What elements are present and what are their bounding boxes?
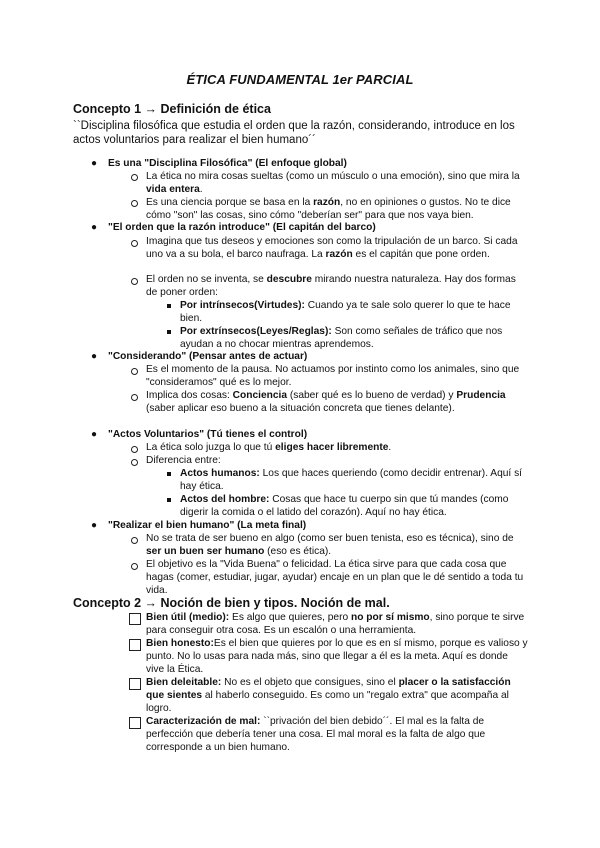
bullet-4-third-2: Actos del hombre: Cosas que hace tu cuerpo sin que tú mandes (como digerir la comida o el latido del corazón). Aquí no hay ética. [180,494,509,519]
bullet-5-sub-2: El objetivo es la "Vida Buena" o felicidad. La ética sirve para que cada cosa que hagas (comer, estudiar, jugar, ayudar) encaje en un plan que le dé sentido a toda tu vida. [146,559,524,597]
square-bullet-icon [167,304,171,308]
checkbox-icon[interactable] [129,717,141,729]
circle-bullet-icon [131,537,138,544]
bullet-4-third-1: Actos humanos: Los que haces queriendo (como decidir entrenar). Aquí sí hay ética. [180,468,523,493]
circle-bullet-icon [131,200,138,207]
bullet-4-sub-2: Diferencia entre: [146,455,221,466]
bullet-icon: ● [91,351,98,362]
bullet-2-sub-1: Imagina que tus deseos y emociones son como la tripulación de un barco. Si cada uno va a su bola, el barco naufraga. La razón es el capitán que pone orden. [146,236,518,261]
square-bullet-icon [167,330,171,334]
square-bullet-icon [167,472,171,476]
square-bullet-icon [167,498,171,502]
bullet-icon: ● [91,158,98,169]
concept-1-heading: Concepto 1 → Definición de ética [73,102,271,116]
bullet-2-third-2: Por extrínsecos(Leyes/Reglas): Son como señales de tráfico que nos ayudan a no chocar mientras aprendemos. [180,326,503,351]
bullet-1-sub-1: La ética no mira cosas sueltas (como un músculo o una emoción), sino que mira la vida entera. [146,171,520,196]
bullet-icon: ● [91,222,98,233]
bullet-2-heading: "El orden que la razón introduce" (El capitán del barco) [108,222,376,233]
bullet-3-heading: "Considerando" (Pensar antes de actuar) [108,351,308,362]
concept-2-heading: Concepto 2 → Noción de bien y tipos. Noción de mal. [73,596,390,610]
circle-bullet-icon [131,563,138,570]
bullet-4-sub-1: La ética solo juzga lo que tú eliges hacer libremente. [146,442,392,453]
checkbox-icon[interactable] [129,678,141,690]
bullet-icon: ● [91,520,98,531]
bullet-2-third-1: Por intrínsecos(Virtudes): Cuando ya te sale solo querer lo que te hace bien. [180,300,511,325]
concept-2-item-1: Bien útil (medio): Es algo que quieres, pero no por sí mismo, sino porque te sirve para conseguir otra cosa. Es un escalón o una herramienta. [146,612,525,637]
bullet-3-sub-2: Implica dos cosas: Conciencia (saber qué es lo bueno de verdad) y Prudencia (saber aplicar eso bueno a la situación concreta que tienes delante). [146,390,506,415]
bullet-4-heading: "Actos Voluntarios" (Tú tienes el control) [108,429,308,440]
concept-2-item-2: Bien honesto:Es el bien que quieres por lo que es en sí mismo, porque es valioso y punto. No lo usas para nada más, sino que llegar a él es la meta. Aquí es donde vive la Ética. [146,638,528,676]
concept-2-item-4: Caracterización de mal: ``privación del bien debido´´. El mal es la falta de perfección que debería tener una cosa. El mal moral es la falta de algo que corresponde a un bien humano. [146,716,486,754]
bullet-1-heading: Es una "Disciplina Filosófica" (El enfoque global) [108,158,347,169]
circle-bullet-icon [131,240,138,247]
circle-bullet-icon [131,394,138,401]
bullet-5-heading: "Realizar el bien humano" (La meta final) [108,520,307,531]
bullet-icon: ● [91,429,98,440]
bullet-5-sub-1: No se trata de ser bueno en algo (como ser buen tenista, eso es técnica), sino de ser un buen ser humano (eso es ética). [146,533,514,558]
circle-bullet-icon [131,174,138,181]
concept-2-item-3: Bien deleitable: No es el objeto que consigues, sino el placer o la satisfacción que sientes al haberlo conseguido. Es como un "regalo extra" que acompaña al logro. [146,677,511,715]
circle-bullet-icon [131,368,138,375]
checkbox-icon[interactable] [129,613,141,625]
circle-bullet-icon [131,446,138,453]
document-title: ÉTICA FUNDAMENTAL 1er PARCIAL [186,72,414,87]
checkbox-icon[interactable] [129,639,141,651]
bullet-1-sub-2: Es una ciencia porque se basa en la razón, no en opiniones o gustos. No te dice cómo "son" las cosas, sino cómo "deberían ser" para que nos vaya bien. [146,197,511,222]
bullet-2-sub-2: El orden no se inventa, se descubre mirando nuestra naturaleza. Hay dos formas de poner orden: [146,274,516,299]
concept-1-definition: ``Disciplina filosófica que estudia el orden que la razón, considerando, introduce en los actos voluntarios para realizar el bien humano´´ [73,120,515,146]
bullet-3-sub-1: Es el momento de la pausa. No actuamos por instinto como los animales, sino que "consideramos" qué es lo mejor. [146,364,520,389]
circle-bullet-icon [131,459,138,466]
circle-bullet-icon [131,278,138,285]
